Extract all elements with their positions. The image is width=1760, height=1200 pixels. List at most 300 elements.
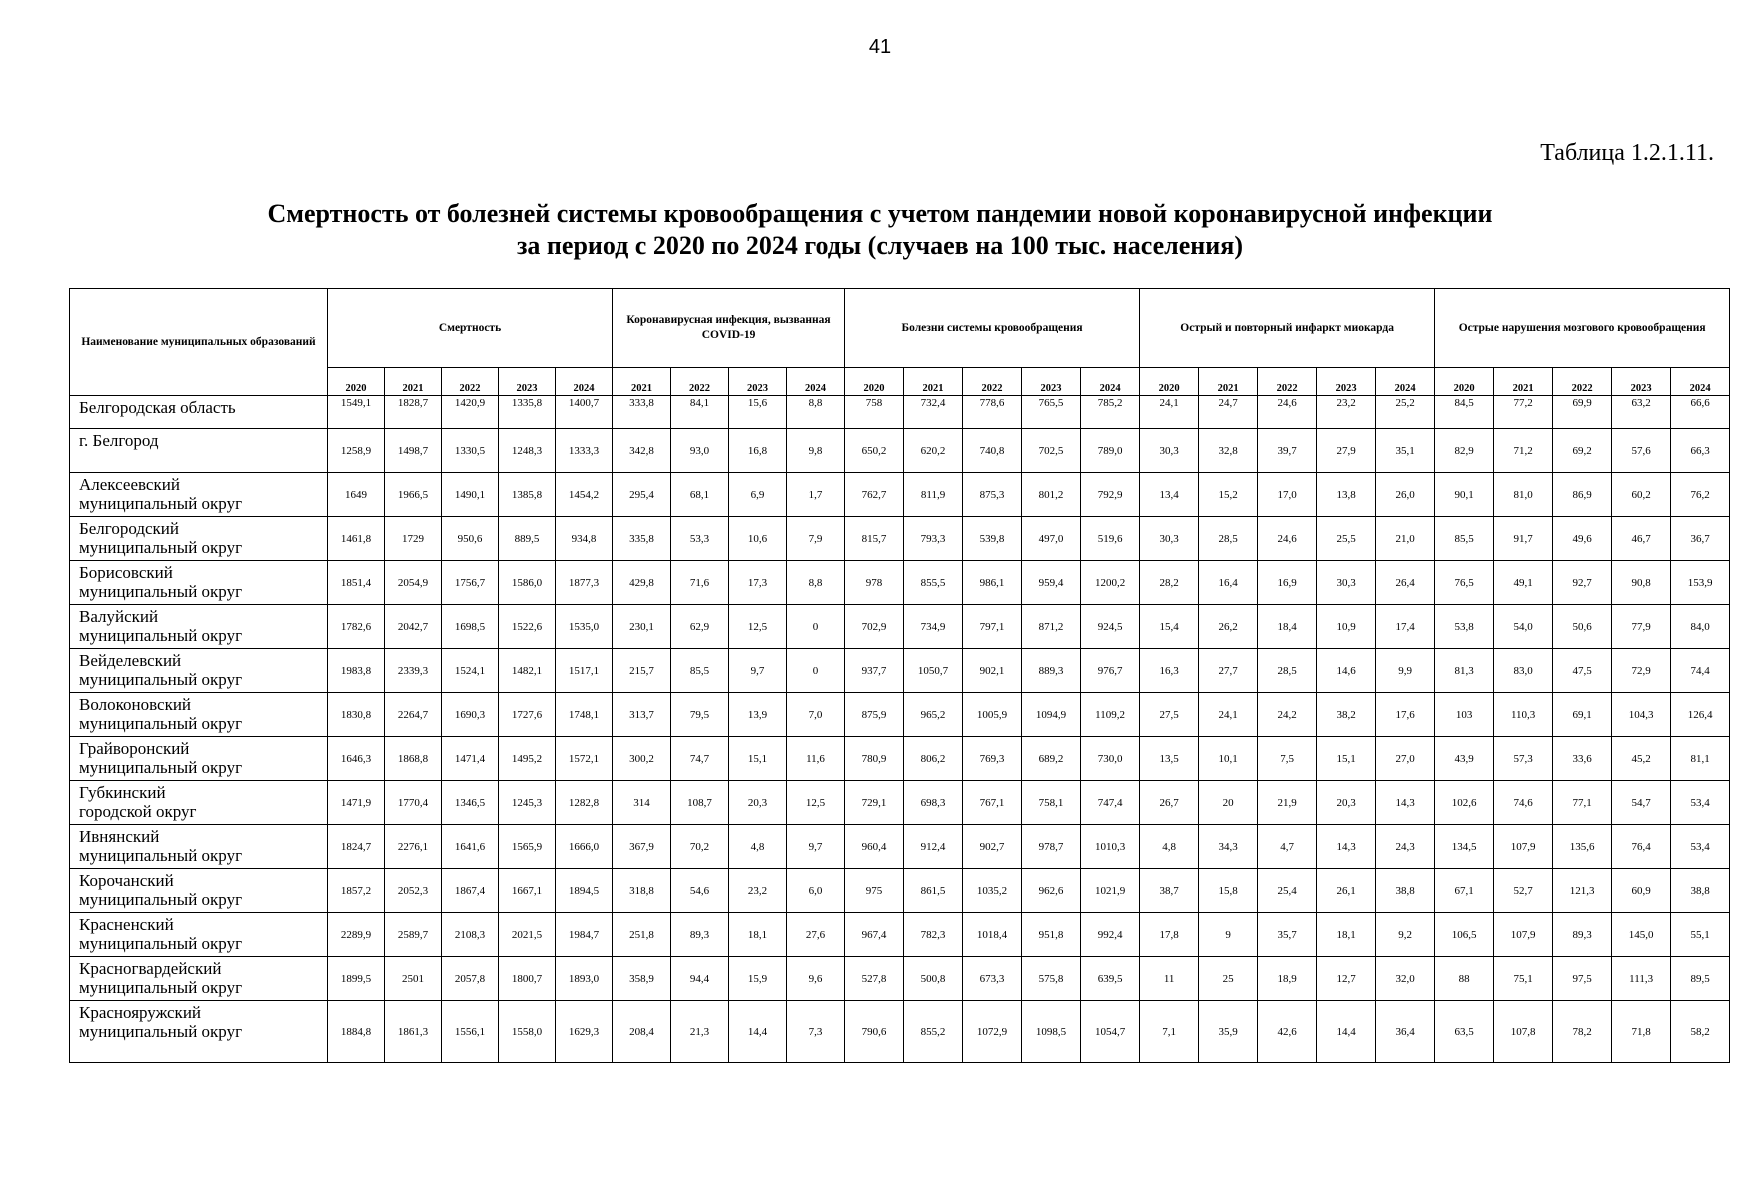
value-cell: 1824,7 — [328, 825, 385, 869]
value-cell: 1522,6 — [499, 605, 556, 649]
value-cell: 1558,0 — [499, 1001, 556, 1063]
value-cell: 1861,3 — [385, 1001, 442, 1063]
value-cell: 500,8 — [904, 957, 963, 1001]
value-cell: 924,5 — [1081, 605, 1140, 649]
mortality-table — [69, 288, 1730, 1063]
region-name-line: муниципальный округ — [79, 934, 243, 953]
value-cell: 46,7 — [1612, 517, 1671, 561]
table-row — [70, 781, 1730, 825]
value-cell: 70,2 — [671, 825, 729, 869]
value-cell: 88 — [1435, 957, 1494, 1001]
value-cell: 45,2 — [1612, 737, 1671, 781]
value-cell: 1666,0 — [556, 825, 613, 869]
value-cell: 230,1 — [613, 605, 671, 649]
region-name-line: г. Белгород — [79, 431, 159, 450]
value-cell: 9,2 — [1376, 913, 1435, 957]
value-cell: 1330,5 — [442, 429, 499, 473]
value-cell: 951,8 — [1022, 913, 1081, 957]
value-cell: 1035,2 — [963, 869, 1022, 913]
value-cell: 539,8 — [963, 517, 1022, 561]
value-cell: 1420,9 — [442, 396, 499, 429]
value-cell: 25,2 — [1376, 396, 1435, 429]
value-cell: 765,5 — [1022, 396, 1081, 429]
value-cell: 1877,3 — [556, 561, 613, 605]
region-name-line: Ивнянский — [79, 827, 160, 846]
value-cell: 97,5 — [1553, 957, 1612, 1001]
value-cell: 358,9 — [613, 957, 671, 1001]
value-cell: 67,1 — [1435, 869, 1494, 913]
value-cell: 69,1 — [1553, 693, 1612, 737]
value-cell: 1851,4 — [328, 561, 385, 605]
value-cell: 33,6 — [1553, 737, 1612, 781]
value-cell: 967,4 — [845, 913, 904, 957]
value-cell: 35,1 — [1376, 429, 1435, 473]
group-header: Коронавирусная инфекция, вызванная COVID-19 — [613, 289, 845, 368]
region-name-line: муниципальный округ — [79, 582, 243, 601]
value-cell: 861,5 — [904, 869, 963, 913]
value-cell: 35,7 — [1258, 913, 1317, 957]
value-cell: 94,4 — [671, 957, 729, 1001]
value-cell: 1893,0 — [556, 957, 613, 1001]
value-cell: 975 — [845, 869, 904, 913]
value-cell: 27,6 — [787, 913, 845, 957]
value-cell: 79,5 — [671, 693, 729, 737]
value-cell: 13,9 — [729, 693, 787, 737]
value-cell: 63,5 — [1435, 1001, 1494, 1063]
value-cell: 28,5 — [1199, 517, 1258, 561]
value-cell: 21,0 — [1376, 517, 1435, 561]
value-cell: 14,4 — [1317, 1001, 1376, 1063]
value-cell: 702,5 — [1022, 429, 1081, 473]
region-name-line: муниципальный округ — [79, 846, 243, 865]
region-name-line: Борисовский — [79, 563, 173, 582]
value-cell: 1524,1 — [442, 649, 499, 693]
value-cell: 36,4 — [1376, 1001, 1435, 1063]
region-name-line: муниципальный округ — [79, 626, 243, 645]
value-cell: 1335,8 — [499, 396, 556, 429]
value-cell: 986,1 — [963, 561, 1022, 605]
value-cell: 24,6 — [1258, 396, 1317, 429]
value-cell: 53,4 — [1671, 825, 1730, 869]
value-cell: 1021,9 — [1081, 869, 1140, 913]
value-cell: 650,2 — [845, 429, 904, 473]
value-cell: 855,2 — [904, 1001, 963, 1063]
value-cell: 16,8 — [729, 429, 787, 473]
value-cell: 26,1 — [1317, 869, 1376, 913]
value-cell: 86,9 — [1553, 473, 1612, 517]
region-name-line: Волоконовский — [79, 695, 192, 714]
value-cell: 1899,5 — [328, 957, 385, 1001]
value-cell: 27,7 — [1199, 649, 1258, 693]
value-cell: 1857,2 — [328, 869, 385, 913]
value-cell: 295,4 — [613, 473, 671, 517]
value-cell: 12,7 — [1317, 957, 1376, 1001]
value-cell: 15,6 — [729, 396, 787, 429]
table-row — [70, 429, 1730, 473]
value-cell: 797,1 — [963, 605, 1022, 649]
value-cell: 52,7 — [1494, 869, 1553, 913]
value-cell: 1333,3 — [556, 429, 613, 473]
value-cell: 18,4 — [1258, 605, 1317, 649]
value-cell: 57,6 — [1612, 429, 1671, 473]
value-cell: 20 — [1199, 781, 1258, 825]
value-cell: 85,5 — [671, 649, 729, 693]
value-cell: 77,1 — [1553, 781, 1612, 825]
value-cell: 107,9 — [1494, 913, 1553, 957]
value-cell: 729,1 — [845, 781, 904, 825]
value-cell: 1549,1 — [328, 396, 385, 429]
value-cell: 53,4 — [1671, 781, 1730, 825]
value-cell: 1641,6 — [442, 825, 499, 869]
value-cell: 76,4 — [1612, 825, 1671, 869]
value-cell: 10,9 — [1317, 605, 1376, 649]
value-cell: 135,6 — [1553, 825, 1612, 869]
value-cell: 17,4 — [1376, 605, 1435, 649]
value-cell: 1629,3 — [556, 1001, 613, 1063]
year-header: 2023 — [729, 368, 787, 396]
value-cell: 69,2 — [1553, 429, 1612, 473]
value-cell: 38,8 — [1671, 869, 1730, 913]
value-cell: 1050,7 — [904, 649, 963, 693]
value-cell: 72,9 — [1612, 649, 1671, 693]
table-row — [70, 693, 1730, 737]
value-cell: 2276,1 — [385, 825, 442, 869]
value-cell: 875,3 — [963, 473, 1022, 517]
value-cell: 71,6 — [671, 561, 729, 605]
value-cell: 639,5 — [1081, 957, 1140, 1001]
value-cell: 32,0 — [1376, 957, 1435, 1001]
value-cell: 758 — [845, 396, 904, 429]
value-cell: 60,9 — [1612, 869, 1671, 913]
year-header: 2021 — [1199, 368, 1258, 396]
value-cell: 1054,7 — [1081, 1001, 1140, 1063]
value-cell: 26,2 — [1199, 605, 1258, 649]
region-name — [70, 913, 328, 957]
value-cell: 54,0 — [1494, 605, 1553, 649]
value-cell: 342,8 — [613, 429, 671, 473]
value-cell: 28,2 — [1140, 561, 1199, 605]
value-cell: 4,8 — [1140, 825, 1199, 869]
value-cell: 47,5 — [1553, 649, 1612, 693]
year-header: 2022 — [1553, 368, 1612, 396]
value-cell: 965,2 — [904, 693, 963, 737]
value-cell: 1346,5 — [442, 781, 499, 825]
value-cell: 36,7 — [1671, 517, 1730, 561]
value-cell: 1282,8 — [556, 781, 613, 825]
region-name-line: муниципальный округ — [79, 890, 243, 909]
value-cell: 497,0 — [1022, 517, 1081, 561]
value-cell: 92,7 — [1553, 561, 1612, 605]
value-cell: 30,3 — [1140, 429, 1199, 473]
value-cell: 25,5 — [1317, 517, 1376, 561]
value-cell: 9,6 — [787, 957, 845, 1001]
value-cell: 1690,3 — [442, 693, 499, 737]
value-cell: 855,5 — [904, 561, 963, 605]
region-name-line: муниципальный округ — [79, 670, 243, 689]
table-row — [70, 517, 1730, 561]
value-cell: 1800,7 — [499, 957, 556, 1001]
value-cell: 54,7 — [1612, 781, 1671, 825]
value-cell: 1756,7 — [442, 561, 499, 605]
value-cell: 1005,9 — [963, 693, 1022, 737]
value-cell: 335,8 — [613, 517, 671, 561]
title-line: за период с 2020 по 2024 годы (случаев на 100 тыс. населения) — [516, 231, 1243, 260]
value-cell: 20,3 — [729, 781, 787, 825]
value-cell: 1983,8 — [328, 649, 385, 693]
value-cell: 2108,3 — [442, 913, 499, 957]
value-cell: 875,9 — [845, 693, 904, 737]
value-cell: 1385,8 — [499, 473, 556, 517]
value-cell: 84,1 — [671, 396, 729, 429]
value-cell: 68,1 — [671, 473, 729, 517]
value-cell: 1498,7 — [385, 429, 442, 473]
value-cell: 1586,0 — [499, 561, 556, 605]
value-cell: 43,9 — [1435, 737, 1494, 781]
value-cell: 978 — [845, 561, 904, 605]
value-cell: 1984,7 — [556, 913, 613, 957]
value-cell: 93,0 — [671, 429, 729, 473]
region-name-line: Красненский — [79, 915, 174, 934]
value-cell: 63,2 — [1612, 396, 1671, 429]
value-cell: 107,9 — [1494, 825, 1553, 869]
value-cell: 18,9 — [1258, 957, 1317, 1001]
value-cell: 108,7 — [671, 781, 729, 825]
value-cell: 992,4 — [1081, 913, 1140, 957]
table-label: Таблица 1.2.1.11. — [1540, 140, 1714, 166]
value-cell: 42,6 — [1258, 1001, 1317, 1063]
value-cell: 74,4 — [1671, 649, 1730, 693]
value-cell: 1109,2 — [1081, 693, 1140, 737]
value-cell: 32,8 — [1199, 429, 1258, 473]
value-cell: 689,2 — [1022, 737, 1081, 781]
value-cell: 1966,5 — [385, 473, 442, 517]
value-cell: 6,0 — [787, 869, 845, 913]
value-cell: 16,3 — [1140, 649, 1199, 693]
value-cell: 10,6 — [729, 517, 787, 561]
value-cell: 104,3 — [1612, 693, 1671, 737]
value-cell: 962,6 — [1022, 869, 1081, 913]
region-name-line: Краснояружский — [79, 1003, 202, 1022]
value-cell: 780,9 — [845, 737, 904, 781]
value-cell: 9,9 — [1376, 649, 1435, 693]
value-cell: 730,0 — [1081, 737, 1140, 781]
region-name — [70, 737, 328, 781]
value-cell: 8,8 — [787, 396, 845, 429]
value-cell: 889,5 — [499, 517, 556, 561]
value-cell: 84,0 — [1671, 605, 1730, 649]
page-number: 41 — [868, 36, 892, 58]
value-cell: 18,1 — [729, 913, 787, 957]
value-cell: 0 — [787, 605, 845, 649]
value-cell: 9 — [1199, 913, 1258, 957]
value-cell: 2289,9 — [328, 913, 385, 957]
value-cell: 1018,4 — [963, 913, 1022, 957]
value-cell: 145,0 — [1612, 913, 1671, 957]
region-name-line: Белгородский — [79, 519, 179, 538]
value-cell: 24,1 — [1140, 396, 1199, 429]
value-cell: 7,5 — [1258, 737, 1317, 781]
value-cell: 85,5 — [1435, 517, 1494, 561]
value-cell: 792,9 — [1081, 473, 1140, 517]
group-header: Смертность — [328, 289, 613, 368]
table-row — [70, 869, 1730, 913]
value-cell: 7,1 — [1140, 1001, 1199, 1063]
value-cell: 25 — [1199, 957, 1258, 1001]
value-cell: 811,9 — [904, 473, 963, 517]
year-header: 2021 — [385, 368, 442, 396]
value-cell: 2264,7 — [385, 693, 442, 737]
value-cell: 9,7 — [787, 825, 845, 869]
value-cell: 15,9 — [729, 957, 787, 1001]
value-cell: 17,3 — [729, 561, 787, 605]
group-header: Острые нарушения мозгового кровообращения — [1435, 289, 1730, 368]
value-cell: 20,3 — [1317, 781, 1376, 825]
value-cell: 1727,6 — [499, 693, 556, 737]
value-cell: 790,6 — [845, 1001, 904, 1063]
value-cell: 8,8 — [787, 561, 845, 605]
value-cell: 49,1 — [1494, 561, 1553, 605]
value-cell: 69,9 — [1553, 396, 1612, 429]
value-cell: 1200,2 — [1081, 561, 1140, 605]
value-cell: 24,7 — [1199, 396, 1258, 429]
value-cell: 38,7 — [1140, 869, 1199, 913]
value-cell: 912,4 — [904, 825, 963, 869]
value-cell: 313,7 — [613, 693, 671, 737]
value-cell: 13,4 — [1140, 473, 1199, 517]
value-cell: 17,8 — [1140, 913, 1199, 957]
value-cell: 15,4 — [1140, 605, 1199, 649]
value-cell: 89,3 — [671, 913, 729, 957]
value-cell: 767,1 — [963, 781, 1022, 825]
value-cell: 24,6 — [1258, 517, 1317, 561]
value-cell: 11,6 — [787, 737, 845, 781]
value-cell: 58,2 — [1671, 1001, 1730, 1063]
value-cell: 38,2 — [1317, 693, 1376, 737]
value-cell: 1868,8 — [385, 737, 442, 781]
value-cell: 26,4 — [1376, 561, 1435, 605]
year-header: 2023 — [1022, 368, 1081, 396]
year-header: 2024 — [1081, 368, 1140, 396]
value-cell: 18,1 — [1317, 913, 1376, 957]
value-cell: 91,7 — [1494, 517, 1553, 561]
value-cell: 1649 — [328, 473, 385, 517]
year-header: 2024 — [556, 368, 613, 396]
value-cell: 57,3 — [1494, 737, 1553, 781]
value-cell: 1698,5 — [442, 605, 499, 649]
region-name-line: Алексеевский — [79, 475, 180, 494]
value-cell: 77,2 — [1494, 396, 1553, 429]
value-cell: 1556,1 — [442, 1001, 499, 1063]
value-cell: 13,8 — [1317, 473, 1376, 517]
value-cell: 81,1 — [1671, 737, 1730, 781]
value-cell: 83,0 — [1494, 649, 1553, 693]
table-row — [70, 396, 1730, 429]
value-cell: 934,8 — [556, 517, 613, 561]
value-cell: 153,9 — [1671, 561, 1730, 605]
group-header: Болезни системы кровообращения — [845, 289, 1140, 368]
value-cell: 90,8 — [1612, 561, 1671, 605]
value-cell: 126,4 — [1671, 693, 1730, 737]
value-cell: 2054,9 — [385, 561, 442, 605]
year-header: 2021 — [1494, 368, 1553, 396]
value-cell: 76,5 — [1435, 561, 1494, 605]
value-cell: 902,7 — [963, 825, 1022, 869]
value-cell: 11 — [1140, 957, 1199, 1001]
year-header: 2022 — [442, 368, 499, 396]
value-cell: 950,6 — [442, 517, 499, 561]
value-cell: 38,8 — [1376, 869, 1435, 913]
value-cell: 1867,4 — [442, 869, 499, 913]
value-cell: 960,4 — [845, 825, 904, 869]
value-cell: 2052,3 — [385, 869, 442, 913]
value-cell: 21,9 — [1258, 781, 1317, 825]
region-name — [70, 781, 328, 825]
region-name-line: муниципальный округ — [79, 538, 243, 557]
year-header: 2021 — [613, 368, 671, 396]
value-cell: 1565,9 — [499, 825, 556, 869]
value-cell: 734,9 — [904, 605, 963, 649]
value-cell: 23,2 — [1317, 396, 1376, 429]
value-cell: 1572,1 — [556, 737, 613, 781]
value-cell: 102,6 — [1435, 781, 1494, 825]
region-name-line: муниципальный округ — [79, 758, 243, 777]
value-cell: 2042,7 — [385, 605, 442, 649]
value-cell: 14,3 — [1317, 825, 1376, 869]
value-cell: 24,2 — [1258, 693, 1317, 737]
value-cell: 77,9 — [1612, 605, 1671, 649]
region-name-line: городской округ — [79, 802, 197, 821]
value-cell: 762,7 — [845, 473, 904, 517]
value-cell: 785,2 — [1081, 396, 1140, 429]
value-cell: 620,2 — [904, 429, 963, 473]
value-cell: 89,5 — [1671, 957, 1730, 1001]
value-cell: 84,5 — [1435, 396, 1494, 429]
value-cell: 15,8 — [1199, 869, 1258, 913]
region-name — [70, 517, 328, 561]
year-header: 2023 — [1612, 368, 1671, 396]
value-cell: 333,8 — [613, 396, 671, 429]
value-cell: 74,7 — [671, 737, 729, 781]
value-cell: 14,6 — [1317, 649, 1376, 693]
value-cell: 1770,4 — [385, 781, 442, 825]
value-cell: 26,7 — [1140, 781, 1199, 825]
value-cell: 71,8 — [1612, 1001, 1671, 1063]
value-cell: 1646,3 — [328, 737, 385, 781]
value-cell: 806,2 — [904, 737, 963, 781]
group-header: Острый и повторный инфаркт миокарда — [1140, 289, 1435, 368]
value-cell: 747,4 — [1081, 781, 1140, 825]
region-name — [70, 869, 328, 913]
year-header: 2023 — [499, 368, 556, 396]
value-cell: 82,9 — [1435, 429, 1494, 473]
value-cell: 1454,2 — [556, 473, 613, 517]
value-cell: 769,3 — [963, 737, 1022, 781]
value-cell: 49,6 — [1553, 517, 1612, 561]
value-cell: 60,2 — [1612, 473, 1671, 517]
value-cell: 10,1 — [1199, 737, 1258, 781]
value-cell: 53,8 — [1435, 605, 1494, 649]
value-cell: 959,4 — [1022, 561, 1081, 605]
year-header: 2023 — [1317, 368, 1376, 396]
region-name — [70, 649, 328, 693]
value-cell: 15,1 — [729, 737, 787, 781]
value-cell: 17,0 — [1258, 473, 1317, 517]
value-cell: 1667,1 — [499, 869, 556, 913]
year-header: 2024 — [1376, 368, 1435, 396]
value-cell: 793,3 — [904, 517, 963, 561]
region-name — [70, 693, 328, 737]
value-cell: 0 — [787, 649, 845, 693]
